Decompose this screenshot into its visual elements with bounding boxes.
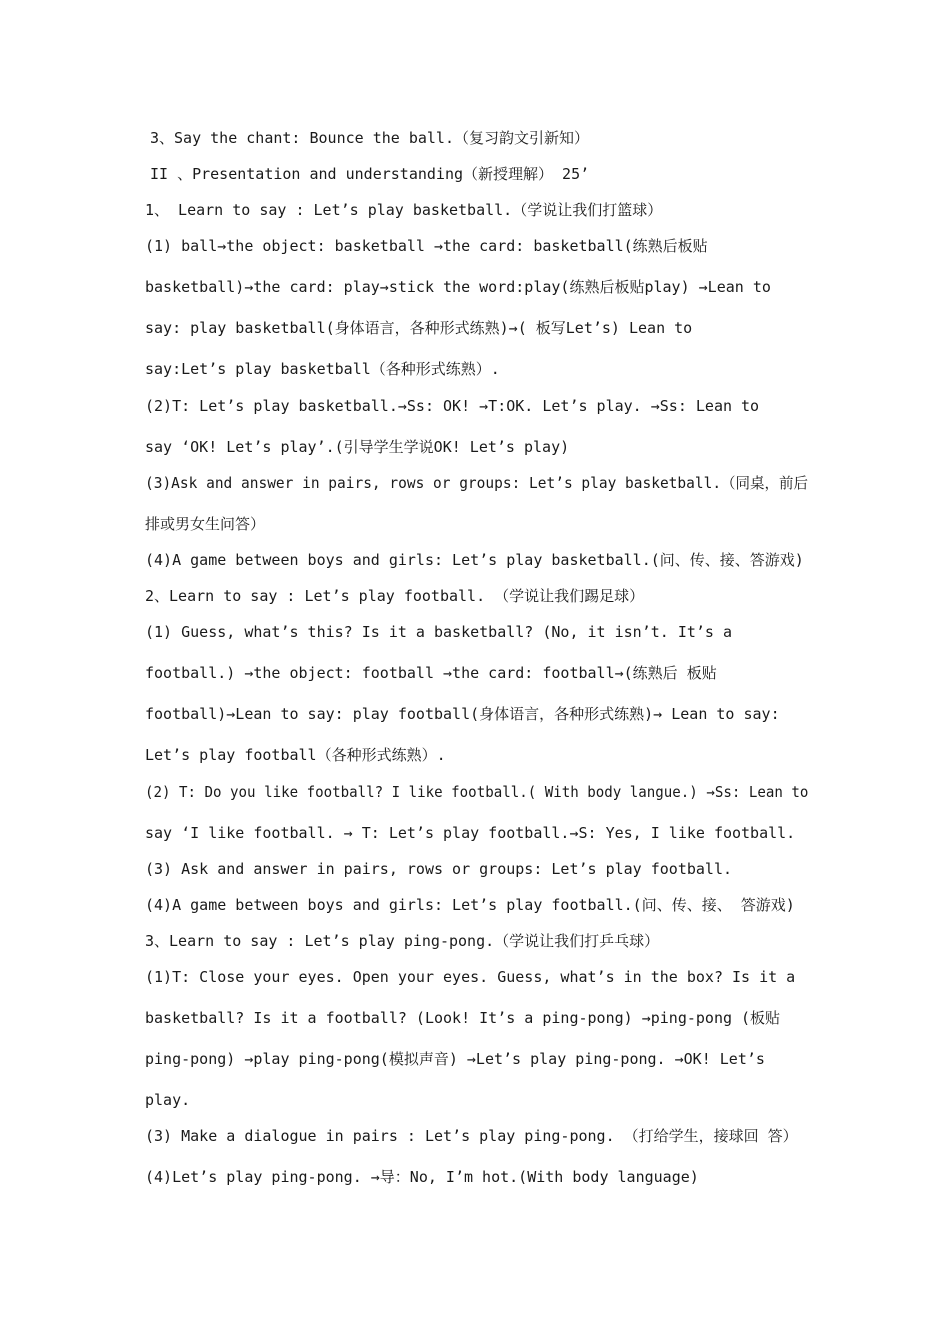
subsection-heading: 2、Learn to say : Let’s play football. （学说让我们踢足球）: [145, 587, 645, 605]
paragraph-line: (1) Guess, what’s this? Is it a basketball? (No, it isn’t. It’s a: [145, 623, 732, 641]
section-heading: II 、Presentation and understanding（新授理解） 25’: [150, 165, 590, 183]
paragraph-line: (4)Let’s play ping-pong. →导：No, I’m hot.(With body language): [145, 1168, 699, 1186]
paragraph-line: say:Let’s play basketball（各种形式练熟）.: [145, 360, 500, 378]
paragraph-line: football)→Lean to say: play football(身体语言，各种形式练熟)→ Lean to say:: [145, 705, 780, 723]
paragraph-line: ping-pong) →play ping-pong(模拟声音) →Let’s play ping-pong. →OK! Let’s: [145, 1050, 765, 1068]
paragraph-line: (3) Ask and answer in pairs, rows or groups: Let’s play football.: [145, 860, 732, 878]
paragraph-line: (2) T: Do you like football? I like football.( With body langue.) →Ss: Lean to: [145, 783, 809, 801]
paragraph-line: (3)Ask and answer in pairs, rows or groups: Let’s play basketball.（同桌，前后: [145, 474, 809, 492]
subsection-heading: 3、Learn to say : Let’s play ping-pong.（学说让我们打乒乓球）: [145, 932, 660, 950]
paragraph-line: (3) Make a dialogue in pairs : Let’s play ping-pong. （打给学生，接球回 答）: [145, 1127, 798, 1145]
paragraph-line: (4)A game between boys and girls: Let’s play basketball.(问、传、接、答游戏): [145, 551, 804, 569]
paragraph-line: play.: [145, 1091, 191, 1109]
paragraph-line: say ‘I like football. → T: Let’s play football.→S: Yes, I like football.: [145, 824, 796, 842]
paragraph-line: Let’s play football（各种形式练熟）.: [145, 746, 446, 764]
subsection-heading: 1、 Learn to say : Let’s play basketball.（学说让我们打篮球）: [145, 201, 663, 219]
paragraph-line: basketball)→the card: play→stick the word:play(练熟后板贴play) →Lean to: [145, 278, 771, 296]
paragraph-line: 排或男女生问答）: [145, 515, 266, 533]
paragraph-line: football.) →the object: football →the card: football→(练熟后 板贴: [145, 664, 717, 682]
paragraph-line: (2)T: Let’s play basketball.→Ss: OK! →T:OK. Let’s play. →Ss: Lean to: [145, 397, 760, 415]
paragraph-line: 3、Say the chant: Bounce the ball.（复习韵文引新知）: [150, 129, 589, 147]
paragraph-line: (1)T: Close your eyes. Open your eyes. Guess, what’s in the box? Is it a: [145, 968, 796, 986]
paragraph-line: (1) ball→the object: basketball →the card: basketball(练熟后板贴: [145, 237, 708, 255]
paragraph-line: (4)A game between boys and girls: Let’s play football.(问、传、接、 答游戏): [145, 896, 795, 914]
paragraph-line: basketball? Is it a football? (Look! It’s a ping-pong) →ping-pong (板贴: [145, 1009, 781, 1027]
paragraph-line: say: play basketball(身体语言，各种形式练熟)→( 板写Let’s) Lean to: [145, 319, 693, 337]
paragraph-line: say ‘OK! Let’s play’.(引导学生学说OK! Let’s play): [145, 438, 570, 456]
